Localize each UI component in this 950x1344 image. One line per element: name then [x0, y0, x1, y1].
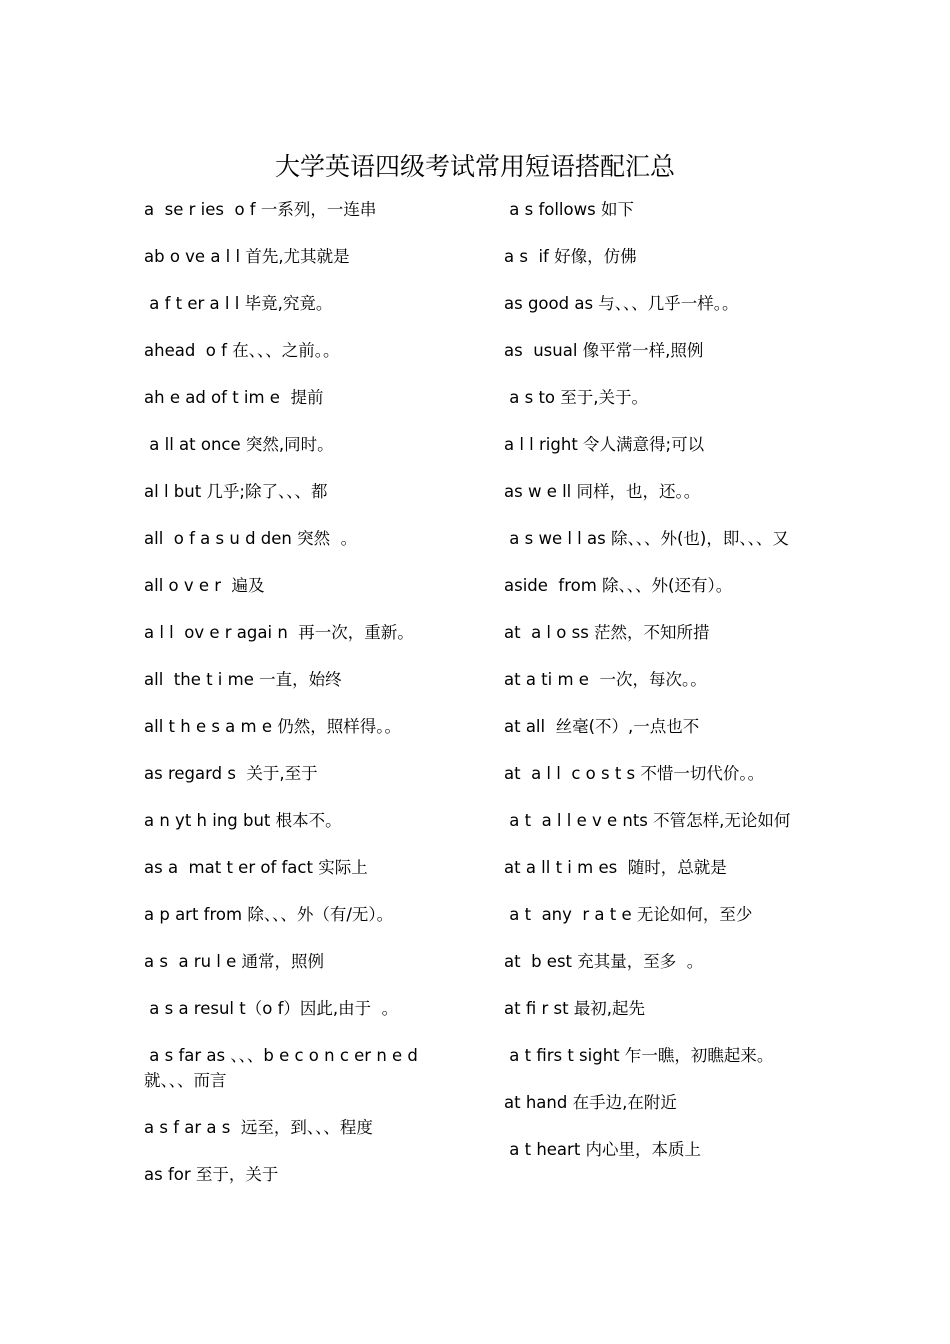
phrase-entry: a t any r a t e 无论如何，至少: [504, 905, 753, 924]
phrase-entry: a f t er a l l 毕竟,究竟。: [144, 294, 333, 313]
phrase-entry: ahead o f 在、、、之前。。: [144, 341, 340, 360]
phrase-entry: ah e ad of t im e 提前: [144, 388, 324, 407]
phrase-entry: all o f a s u d den 突然 。: [144, 529, 358, 548]
phrase-entry: a l l ov e r agai n 再一次，重新。: [144, 623, 414, 642]
phrase-entry: a s we l l as 除、、、外(也)，即、、、又: [504, 529, 789, 548]
phrase-entry: at a ll t i m es 随时，总就是: [504, 858, 727, 877]
page-title: 大学英语四级考试常用短语搭配汇总: [274, 151, 675, 181]
phrase-entry: as w e ll 同样，也，还。。: [504, 482, 701, 501]
phrase-list-left: [144, 197, 449, 1209]
phrase-entry: a se r ies o f 一系列，一连串: [144, 200, 377, 219]
phrase-list-right: [504, 197, 822, 1184]
phrase-entry: a l l right 令人满意得;可以: [504, 435, 705, 454]
phrase-entry: at b est 充其量，至多 。: [504, 952, 704, 971]
phrase-entry: at a ti m e 一次，每次。。: [504, 670, 707, 689]
phrase-entry: as good as 与、、、几乎一样。。: [504, 294, 739, 313]
phrase-entry: as for 至于，关于: [144, 1165, 279, 1184]
phrase-entry: at a l o ss 茫然，不知所措: [504, 623, 710, 642]
phrase-entry: a s a ru l e 通常，照例: [144, 952, 325, 971]
phrase-entry: aside from 除、、、外(还有）。: [504, 576, 733, 595]
phrase-entry: at hand 在手边,在附近: [504, 1093, 677, 1112]
phrase-entry: at a l l c o s t s 不惜一切代价。。: [504, 764, 765, 783]
phrase-entry: at fi r st 最初,起先: [504, 999, 646, 1018]
phrase-entry: as usual 像平常一样,照例: [504, 341, 704, 360]
phrase-entry: all t h e s a m e 仍然，照样得。。: [144, 717, 401, 736]
phrase-entry: all the t i me 一直，始终: [144, 670, 342, 689]
phrase-entry: a t a l l e v e nts 不管怎样,无论如何: [504, 811, 791, 830]
phrase-entry: at all 丝毫(不）,一点也不: [504, 717, 700, 736]
phrase-entry: all o v e r 遍及: [144, 576, 265, 595]
phrase-entry: as regard s 关于,至于: [144, 764, 318, 783]
phrase-entry: a s follows 如下: [504, 200, 634, 219]
phrase-entry: a n yt h ing but 根本不。: [144, 811, 342, 830]
phrase-entry: a s to 至于,关于。: [504, 388, 649, 407]
phrase-entry: a p art from 除、、、外（有/无）。: [144, 905, 394, 924]
phrase-entry: a s a resul t（o f）因此,由于 。: [144, 999, 399, 1018]
phrase-entry: as a mat t er of fact 实际上: [144, 858, 368, 877]
phrase-entry: a s if 好像，仿佛: [504, 247, 637, 266]
phrase-entry: a s far as 、、、b e c o n c er n e d 就、、、而言: [144, 1046, 429, 1090]
phrase-entry: a ll at once 突然,同时。: [144, 435, 334, 454]
phrase-entry: al l but 几乎;除了、、、都: [144, 482, 328, 501]
phrase-entry: a s f ar a s 远至，到、、、程度: [144, 1118, 373, 1137]
phrase-entry: a t heart 内心里，本质上: [504, 1140, 702, 1159]
phrase-entry: ab o ve a l l 首先,尤其就是: [144, 247, 350, 266]
phrase-entry: a t firs t sight 乍一瞧，初瞧起来。: [504, 1046, 774, 1065]
